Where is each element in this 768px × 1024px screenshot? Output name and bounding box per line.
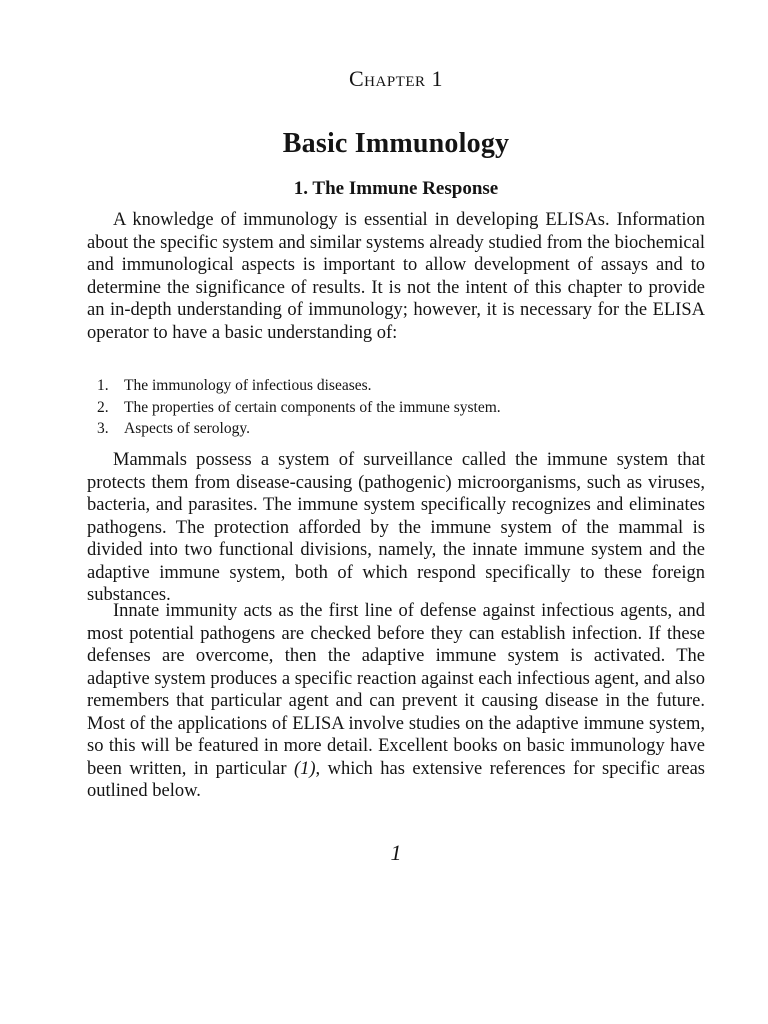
list-item (97, 375, 697, 397)
paragraph-immune-system: Mammals possess a system of surveillance called the immune system that protects them from disease-causing (pathogenic) microorganisms, such as viruses, bacteria, and parasites. The immune system specifically recognizes and eliminates pathogens. The protection afforded by the immune system of the mammal is divided into two functional divisions, namely, the innate immune system and the adaptive immune system, both of which respond specifically to these foreign substances. (87, 450, 705, 605)
numbered-list (97, 375, 697, 440)
list-item (97, 418, 697, 440)
paragraph-intro: A knowledge of immunology is essential in developing ELISAs. Information about the specific system and similar systems already studied from the biochemical and immunological aspects is important to allow development of assays and to determine the significance of results. It is not the intent of this chapter to provide an in-depth understanding of immunology; however, it is necessary for the ELISA operator to have a basic understanding of: (87, 210, 705, 343)
list-item-text: The immunology of infectious diseases. (124, 377, 372, 394)
chapter-label: Chapter 1 (348, 66, 443, 91)
section-heading: 1. The Immune Response (293, 178, 499, 199)
paragraph-innate-immunity (87, 600, 705, 803)
book-page (87, 0, 705, 1024)
page-number: 1 (390, 840, 402, 865)
chapter-title: Basic Immunology (282, 128, 510, 159)
list-item-text: Aspects of serology. (124, 420, 250, 437)
paragraph-text: , which has extensive references for specific areas outlined below. (87, 758, 705, 801)
list-item-text: The properties of certain components of the immune system. (124, 398, 501, 416)
list-item-number: 1. (97, 377, 109, 394)
list-item-number: 2. (97, 398, 109, 416)
reference-citation: (1) (293, 758, 316, 779)
list-item-number: 3. (97, 420, 109, 437)
list-item (97, 397, 697, 419)
paragraph-text: Innate immunity acts as the first line of defense against infectious agents, and most potential pathogens are checked before they can establish infection. If these defenses are overcome, then the adaptive immune system is activated. The adaptive system produces a specific reaction against each infectious agent, and also remembers that particular agent and can prevent it causing disease in the future. Most of the applications of ELISA involve studies on the adaptive immune system, so this will be featured in more detail. Excellent books on basic immunology have been written, in particular (87, 601, 705, 779)
